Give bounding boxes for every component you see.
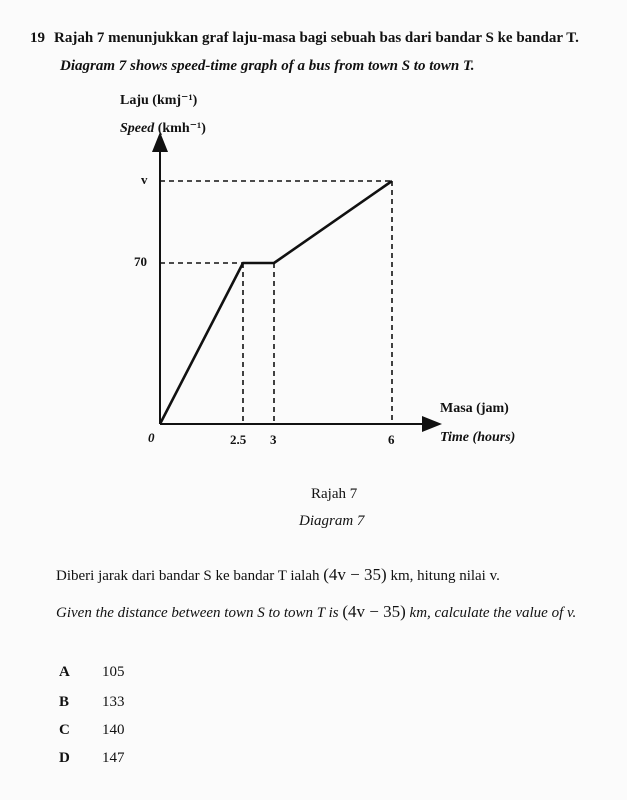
statement-english (56, 602, 576, 622)
y-axis-label-unit: (kmh⁻¹) (157, 121, 206, 136)
question-text-english: Diagram 7 shows speed-time graph of a bus from town S to town T. (60, 58, 475, 74)
distance-expression-malay: (4v − 35) (323, 565, 387, 584)
x-tick-6: 6 (388, 432, 395, 447)
statement-malay (56, 565, 500, 585)
y-tick-70: 70 (134, 254, 147, 269)
y-axis-label-word: Speed (120, 121, 155, 136)
distance-expression-english: (4v − 35) (342, 602, 406, 621)
question-number: 19 (30, 30, 45, 46)
x-tick-2-5: 2.5 (230, 432, 247, 447)
caption-english: Diagram 7 (299, 513, 365, 529)
x-tick-3: 3 (270, 432, 277, 447)
y-axis-label-malay: Laju (kmj⁻¹) (120, 93, 198, 108)
statement-english-start: Given the distance between town S to town T is (56, 605, 339, 621)
option-b-letter: B (59, 694, 70, 710)
caption-malay: Rajah 7 (311, 486, 358, 502)
statement-malay-end: km, hitung nilai v. (390, 568, 500, 584)
option-d-letter: D (59, 750, 70, 766)
option-c-value: 140 (102, 722, 125, 738)
option-a-value: 105 (102, 664, 125, 680)
speed-time-line (160, 181, 392, 424)
x-axis-label-english: Time (hours) (440, 430, 516, 445)
question-text-malay: Rajah 7 menunjukkan graf laju-masa bagi sebuah bas dari bandar S ke bandar T. (54, 30, 579, 46)
option-d-value: 147 (102, 750, 125, 766)
y-tick-v: v (141, 172, 148, 187)
option-c-letter: C (59, 722, 70, 738)
x-axis-label-malay: Masa (jam) (440, 401, 509, 416)
option-a-letter: A (59, 664, 70, 680)
statement-english-end: km, calculate the value of v. (409, 605, 577, 621)
option-b-value: 133 (102, 694, 125, 710)
statement-malay-start: Diberi jarak dari bandar S ke bandar T ialah (56, 568, 320, 584)
origin-label: 0 (148, 430, 155, 445)
